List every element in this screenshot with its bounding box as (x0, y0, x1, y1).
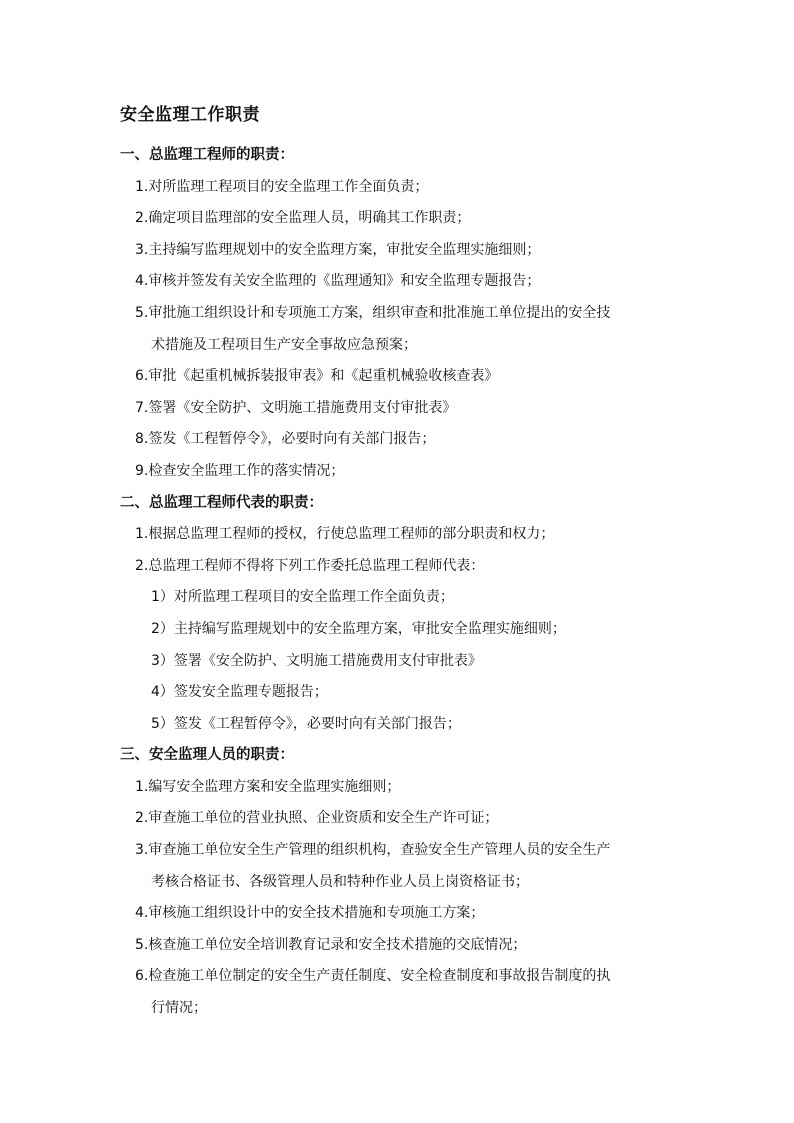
section-heading: 三、安全监理人员的职责： (120, 747, 294, 764)
section-heading: 二、总监理工程师代表的职责： (120, 494, 323, 511)
list-item: 4.审核施工组织设计中的安全技术措施和专项施工方案； (135, 905, 485, 922)
sub-list-item: 1）对所监理工程项目的安全监理工作全面负责； (151, 589, 454, 606)
sub-list-item: 3）签署《安全防护、文明施工措施费用支付审批表》 (151, 652, 482, 669)
list-item: 3.主持编写监理规划中的安全监理方案，审批安全监理实施细则； (135, 241, 541, 258)
list-item: 4.审核并签发有关安全监理的《监理通知》和安全监理专题报告； (135, 273, 541, 290)
list-item: 2.总监理工程师不得将下列工作委托总监理工程师代表： (135, 557, 485, 574)
sub-list-item: 4）签发安全监理专题报告； (151, 684, 328, 701)
list-item: 1.根据总监理工程师的授权，行使总监理工程师的部分职责和权力； (135, 526, 555, 543)
list-item: 6.审批《起重机械拆装报审表》和《起重机械验收核查表》 (135, 368, 499, 385)
document-title: 安全监理工作职责 (120, 105, 260, 125)
sub-list-item: 2）主持编写监理规划中的安全监理方案，审批安全监理实施细则； (151, 620, 566, 637)
document-body (0, 143, 794, 1028)
list-item: 5.核查施工单位安全培训教育记录和安全技术措施的交底情况； (135, 936, 527, 953)
list-item: 5.审批施工组织设计和专项施工方案，组织审查和批准施工单位提出的安全技 (135, 304, 611, 321)
list-item: 2.确定项目监理部的安全监理人员，明确其工作职责； (135, 210, 471, 227)
list-item: 6.检查施工单位制定的安全生产责任制度、安全检查制度和事故报告制度的执 (135, 968, 611, 985)
list-item: 2.审查施工单位的营业执照、企业资质和安全生产许可证； (135, 810, 499, 827)
list-item: 9.检查安全监理工作的落实情况； (135, 462, 345, 479)
list-item-continuation: 行情况； (151, 1000, 207, 1017)
list-item: 7.签署《安全防护、文明施工措施费用支付审批表》 (135, 399, 457, 416)
list-item-continuation: 术措施及工程项目生产安全事故应急预案； (151, 336, 417, 353)
list-item: 3.审查施工单位安全生产管理的组织机构，查验安全生产管理人员的安全生产 (135, 842, 611, 859)
list-item: 1.编写安全监理方案和安全监理实施细则； (135, 778, 401, 795)
list-item: 1.对所监理工程项目的安全监理工作全面负责； (135, 178, 429, 195)
sub-list-item: 5）签发《工程暂停令》，必要时向有关部门报告； (151, 715, 461, 732)
section-heading: 一、总监理工程师的职责： (120, 147, 294, 163)
list-item-continuation: 考核合格证书、各级管理人员和特种作业人员上岗资格证书； (151, 873, 529, 890)
list-item: 8.签发《工程暂停令》，必要时向有关部门报告； (135, 431, 436, 448)
